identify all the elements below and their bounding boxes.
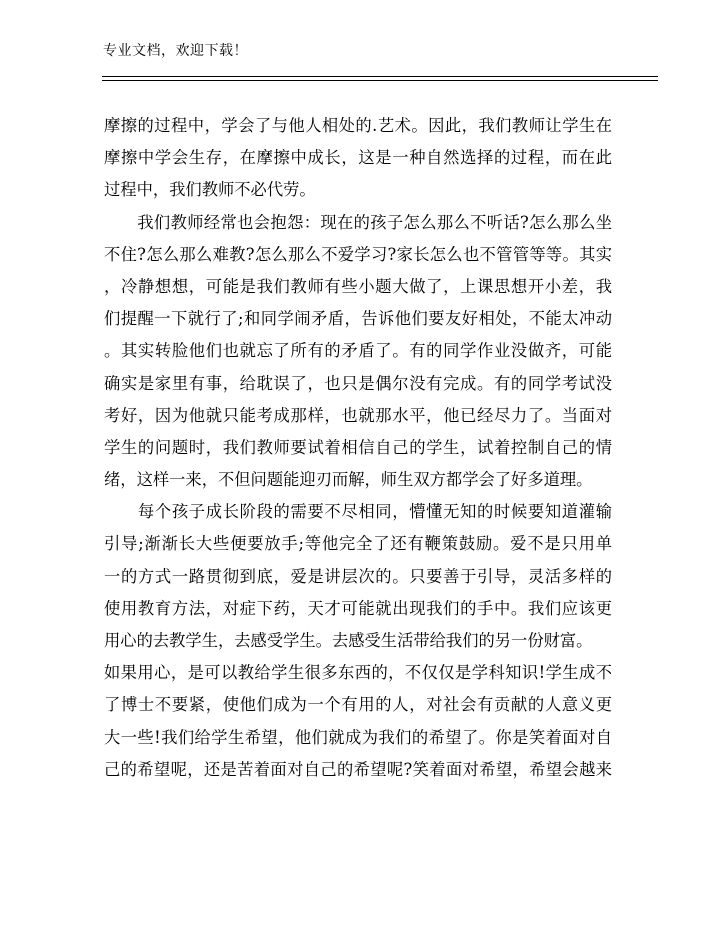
header-rule-thick (102, 76, 658, 77)
body-line: 摩擦的过程中，学会了与他人相处的.艺术。因此，我们教师让学生在 (104, 116, 612, 135)
page-header-text: 专业文档，欢迎下载！ (103, 43, 248, 59)
body-line: 我们教师经常也会抱怨：现在的孩子怎么那么不听话?怎么那么坐 (104, 212, 612, 232)
body-line: 大一些!我们给学生希望，他们就成为我们的希望了。你是笑着面对自 (104, 727, 612, 747)
body-line: 用心的去教学生，去感受学生。去感受生活带给我们的另一份财富。 (104, 631, 593, 650)
body-line: 了博士不要紧，使他们成为一个有用的人，对社会有贡献的人意义更 (104, 695, 612, 715)
body-line: 。其实转脸他们也就忘了所有的矛盾了。有的同学作业没做齐，可能 (104, 341, 612, 361)
document-body (104, 110, 612, 786)
body-line: 每个孩子成长阶段的需要不尽相同，懵懂无知的时候要知道灌输 (104, 502, 612, 522)
body-line: 如果用心，是可以教给学生很多东西的，不仅仅是学科知识!学生成不 (104, 663, 612, 683)
body-line: 己的希望呢，还是苦着面对自己的希望呢?笑着面对希望，希望会越来 (104, 759, 612, 779)
body-line: 确实是家里有事，给耽误了，也只是偶尔没有完成。有的同学考试没 (104, 373, 612, 393)
header-rule-thin (102, 80, 658, 81)
body-line: 一的方式一路贯彻到底，爱是讲层次的。只要善于引导，灵活多样的 (104, 566, 612, 586)
body-line: 学生的问题时，我们教师要试着相信自己的学生，试着控制自己的情 (104, 437, 612, 457)
body-line: 摩擦中学会生存，在摩擦中成长，这是一种自然选择的过程，而在此 (104, 148, 612, 168)
body-line: 考好，因为他就只能考成那样，也就那水平，他已经尽力了。当面对 (104, 405, 612, 425)
body-line: 们提醒一下就行了;和同学闹矛盾，告诉他们要友好相处，不能太冲动 (104, 309, 612, 329)
body-line: 绪，这样一来，不但问题能迎刃而解，师生双方都学会了好多道理。 (104, 470, 593, 490)
body-line: 不住?怎么那么难教?怎么那么不爱学习?家长怎么也不管管等等。其实 (104, 244, 612, 264)
body-line: 过程中，我们教师不必代劳。 (104, 180, 316, 200)
body-line: 使用教育方法，对症下药，天才可能就出现我们的手中。我们应该更 (104, 598, 612, 618)
body-line: 引导;渐渐长大些便要放手;等他完全了还有鞭策鼓励。爱不是只用单 (104, 534, 612, 554)
body-line: ，冷静想想，可能是我们教师有些小题大做了，上课思想开小差，我 (104, 276, 612, 296)
